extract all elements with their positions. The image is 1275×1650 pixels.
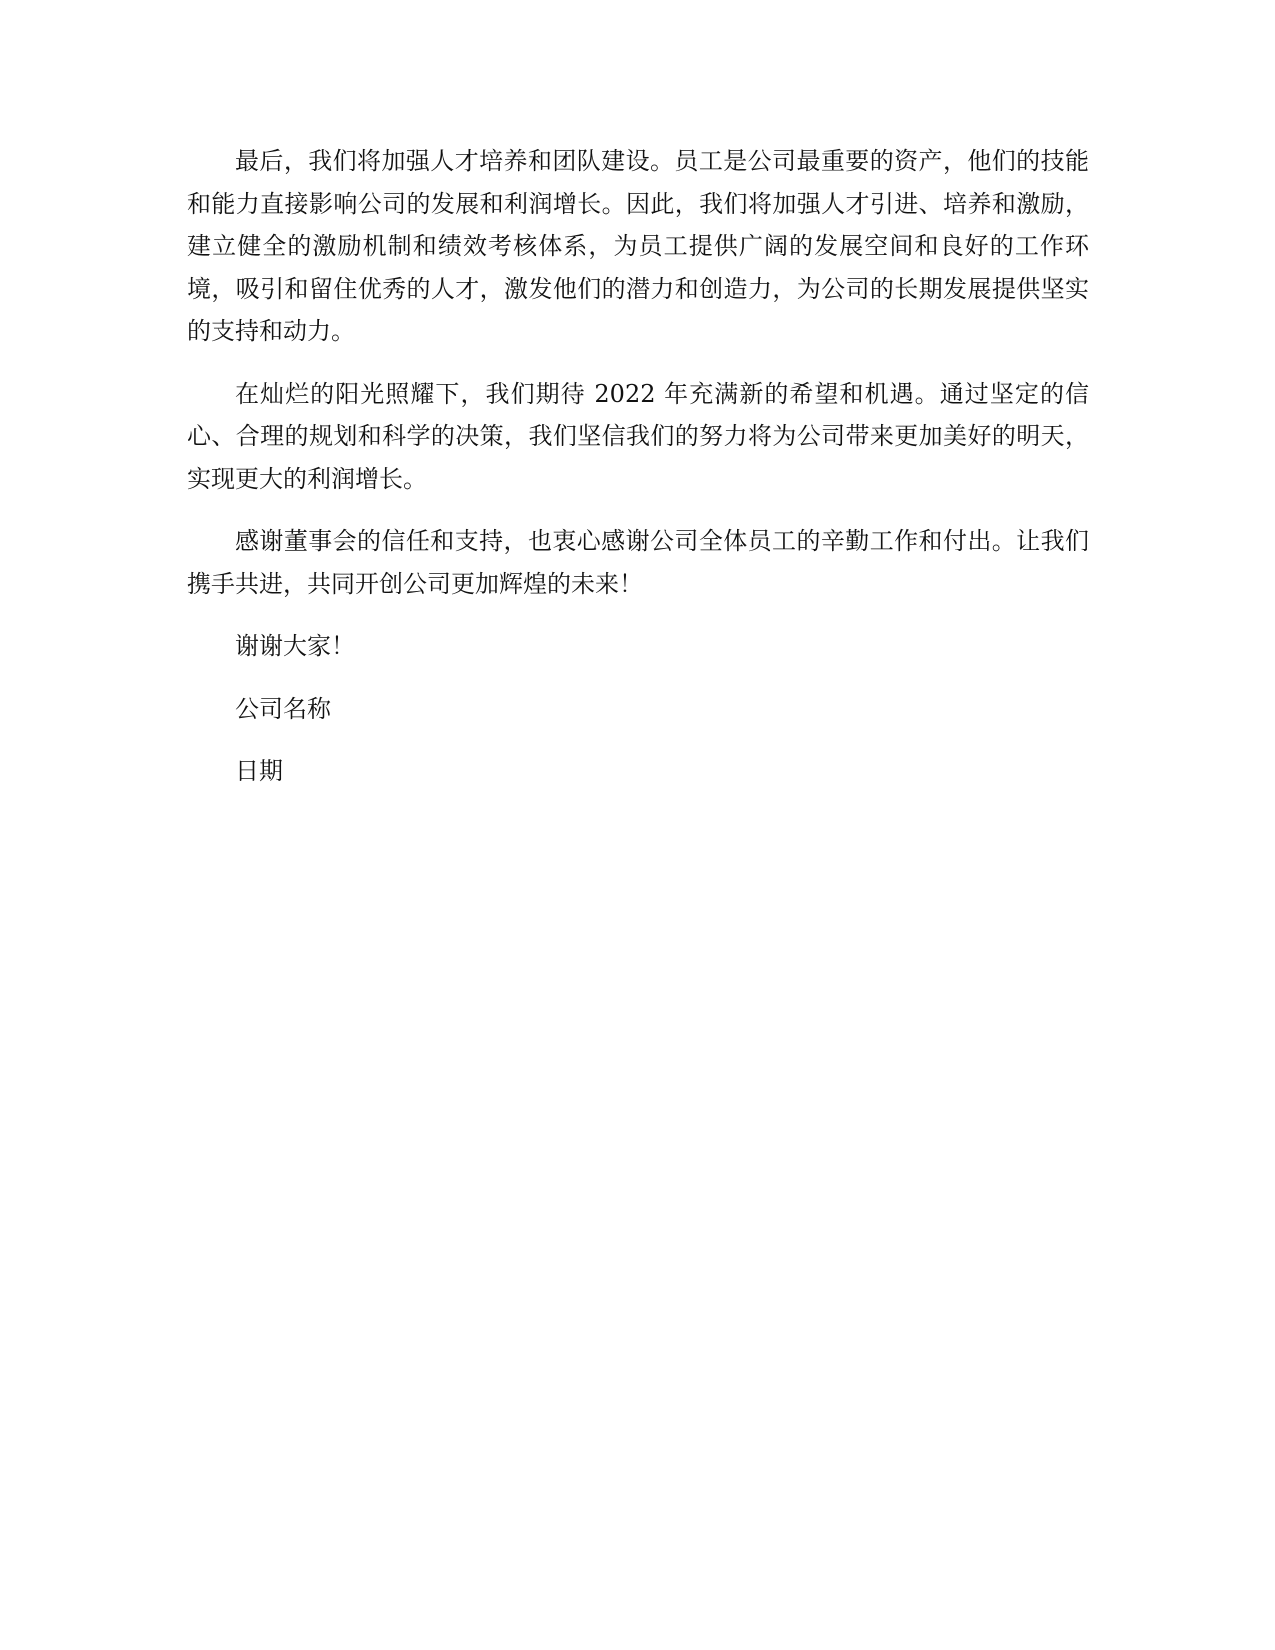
paragraph-talent-development: 最后，我们将加强人才培养和团队建设。员工是公司最重要的资产，他们的技能和能力直接影响公司的发展和利润增长。因此，我们将加强人才引进、培养和激励，建立健全的激励机制和绩效考核体系，为员工提供广阔的发展空间和良好的工作环境，吸引和留住优秀的人才，激发他们的潜力和创造力，为公司的长期发展提供坚实的支持和动力。 [187, 147, 1089, 345]
paragraph-thanks: 感谢董事会的信任和支持，也衷心感谢公司全体员工的辛勤工作和付出。让我们携手共进，共同开创公司更加辉煌的未来！ [187, 527, 1089, 598]
company-name: 公司名称 [235, 694, 331, 723]
paragraph-outlook-2022: 在灿烂的阳光照耀下，我们期待 2022 年充满新的希望和机遇。通过坚定的信心、合理的规划和科学的决策，我们坚信我们的努力将为公司带来更加美好的明天，实现更大的利润增长。 [187, 379, 1089, 493]
date-line: 日期 [235, 757, 283, 785]
closing-line: 谢谢大家！ [235, 632, 355, 660]
document-body [187, 140, 1089, 813]
